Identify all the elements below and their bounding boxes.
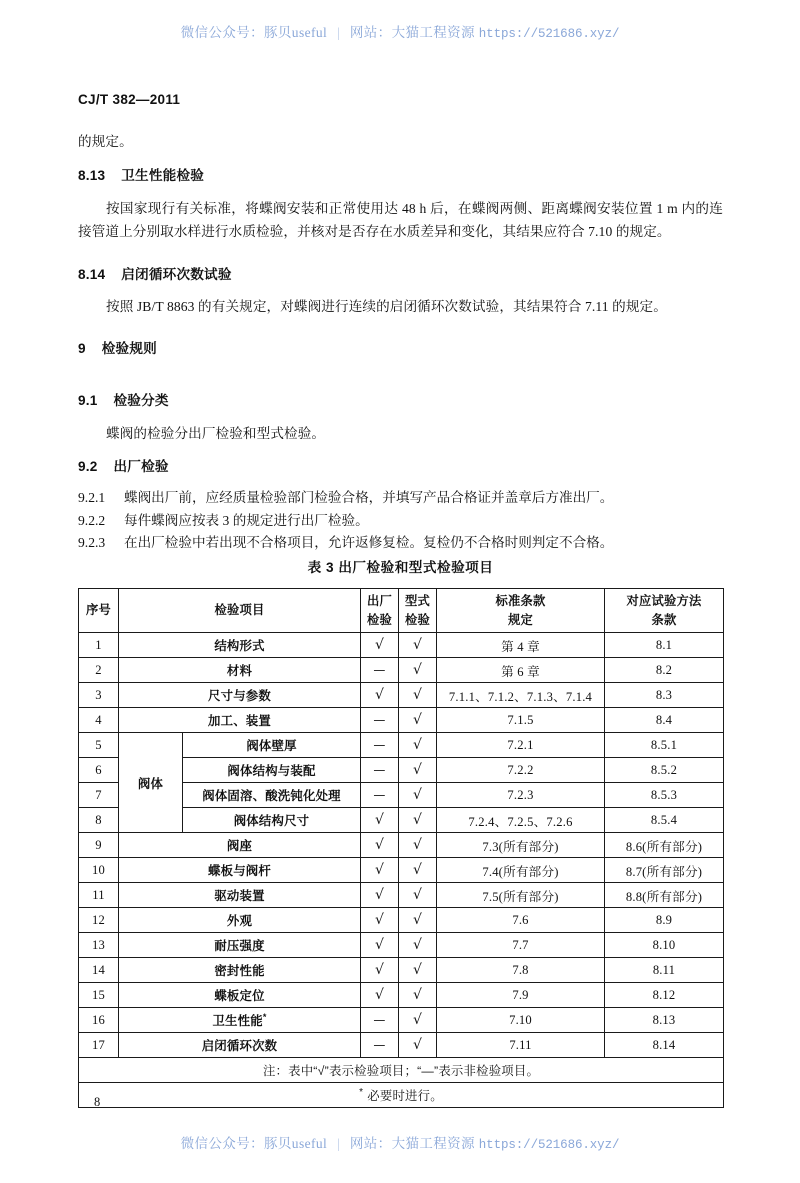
- clause-9-2-1-number: 9.2.1: [78, 490, 106, 505]
- watermark-footer-url: https://521686.xyz/: [478, 1138, 620, 1152]
- watermark-footer-wechat-label: 微信公众号：豚贝useful: [180, 1136, 328, 1151]
- cell-seq: 8: [79, 808, 119, 833]
- cell-test-method: 8.12: [605, 983, 724, 1008]
- cell-type-inspection: [399, 758, 437, 783]
- check-icon: √: [412, 637, 423, 653]
- cell-standard-clause: 7.2.4、7.2.5、7.2.6: [437, 808, 605, 833]
- cell-factory-inspection: [361, 908, 399, 933]
- cell-test-method: 8.3: [605, 683, 724, 708]
- cell-type-inspection: [399, 958, 437, 983]
- cell-type-inspection: [399, 733, 437, 758]
- cell-item: 密封性能: [119, 958, 361, 983]
- heading-9-1: [78, 389, 723, 409]
- dash-icon: —: [373, 663, 386, 677]
- check-icon: √: [374, 812, 385, 828]
- cell-factory-inspection: [361, 783, 399, 808]
- header-type-inspection: [399, 589, 437, 633]
- dash-icon: —: [373, 1038, 386, 1052]
- cell-type-inspection: [399, 1008, 437, 1033]
- dash-icon: —: [373, 763, 386, 777]
- cell-seq: 1: [79, 633, 119, 658]
- table-row: [79, 833, 724, 858]
- cell-test-method: 8.5.4: [605, 808, 724, 833]
- cell-item: 结构形式: [119, 633, 361, 658]
- check-icon: √: [412, 937, 423, 953]
- check-icon: √: [412, 787, 423, 803]
- table-row: [79, 1008, 724, 1033]
- cell-standard-clause: 7.9: [437, 983, 605, 1008]
- cell-test-method: 8.14: [605, 1033, 724, 1058]
- cell-seq: 7: [79, 783, 119, 808]
- cell-type-inspection: [399, 883, 437, 908]
- table-row: [79, 708, 724, 733]
- table-row: [79, 633, 724, 658]
- header-method-line2: 条款: [651, 612, 677, 627]
- check-icon: √: [412, 887, 423, 903]
- cell-item: 阀体固溶、酸洗钝化处理: [183, 783, 361, 808]
- check-icon: √: [374, 937, 385, 953]
- header-seq: 序号: [79, 589, 119, 633]
- cell-standard-clause: 第 4 章: [437, 633, 605, 658]
- check-icon: √: [374, 887, 385, 903]
- cell-standard-clause: 7.1.5: [437, 708, 605, 733]
- check-icon: √: [374, 637, 385, 653]
- table-row: [79, 858, 724, 883]
- cell-type-inspection: [399, 858, 437, 883]
- cell-factory-inspection: [361, 933, 399, 958]
- table-note: 注：表中“√”表示检验项目；“—”表示非检验项目。: [79, 1058, 724, 1083]
- cell-seq: 6: [79, 758, 119, 783]
- cell-standard-clause: 7.2.3: [437, 783, 605, 808]
- header-method-line1: 对应试验方法: [626, 593, 702, 608]
- cell-factory-inspection: [361, 658, 399, 683]
- table-body: [79, 633, 724, 1108]
- cell-test-method: 8.8(所有部分): [605, 883, 724, 908]
- table-3: [78, 588, 724, 1108]
- check-icon: √: [374, 912, 385, 928]
- cell-seq: 3: [79, 683, 119, 708]
- clause-9-2-3-text: 在出厂检验中若出现不合格项目，允许返修复检。复检仍不合格时则判定不合格。: [124, 535, 614, 550]
- table-3-caption: 表 3 出厂检验和型式检验项目: [307, 560, 494, 575]
- table-row: [79, 1033, 724, 1058]
- check-icon: √: [412, 762, 423, 778]
- standard-code-header: CJ/T 382—2011: [78, 92, 181, 107]
- table-3-container: [78, 588, 723, 1108]
- watermark-site-label: 网站：大猫工程资源: [349, 25, 475, 40]
- watermark-header: [0, 21, 800, 41]
- check-icon: √: [412, 1012, 423, 1028]
- check-icon: √: [374, 687, 385, 703]
- cell-seq: 15: [79, 983, 119, 1008]
- check-icon: √: [374, 862, 385, 878]
- cell-test-method: 8.4: [605, 708, 724, 733]
- watermark-url: https://521686.xyz/: [478, 27, 620, 41]
- heading-8-13: [78, 164, 723, 184]
- cell-seq: 5: [79, 733, 119, 758]
- cell-factory-inspection: [361, 883, 399, 908]
- header-test-method: [605, 589, 724, 633]
- table-row: [79, 933, 724, 958]
- cell-test-method: 8.10: [605, 933, 724, 958]
- cell-factory-inspection: [361, 983, 399, 1008]
- cell-factory-inspection: [361, 958, 399, 983]
- dash-icon: —: [373, 738, 386, 752]
- cell-test-method: 8.5.2: [605, 758, 724, 783]
- cell-item: 尺寸与参数: [119, 683, 361, 708]
- paragraph-8-14: 按照 JB/T 8863 的有关规定，对蝶阀进行连续的启闭循环次数试验，其结果符合 7.11 的规定。: [106, 299, 667, 314]
- cell-seq: 4: [79, 708, 119, 733]
- cell-group-label: 阀体: [119, 733, 183, 833]
- cell-standard-clause: 7.10: [437, 1008, 605, 1033]
- check-icon: √: [412, 687, 423, 703]
- clause-list-9-2: [78, 487, 723, 555]
- cell-seq: 14: [79, 958, 119, 983]
- clause-9-2-2-text: 每件蝶阀应按表 3 的规定进行出厂检验。: [124, 512, 369, 528]
- cell-factory-inspection: [361, 1033, 399, 1058]
- header-type-line2: 检验: [405, 612, 430, 627]
- table-row: [79, 908, 724, 933]
- cell-item: 阀体结构尺寸: [183, 808, 361, 833]
- cell-item: 启闭循环次数: [119, 1033, 361, 1058]
- watermark-wechat-label: 微信公众号：豚贝useful: [180, 25, 328, 40]
- watermark-footer-separator: |: [336, 1136, 341, 1151]
- footnote-marker: *: [359, 1086, 364, 1098]
- table-row: [79, 958, 724, 983]
- cell-standard-clause: 7.5(所有部分): [437, 883, 605, 908]
- heading-9-2-number: 9.2: [78, 459, 98, 474]
- clause-9-2-2: [78, 510, 723, 533]
- paragraph-8-13: 按国家现行有关标准，将蝶阀安装和正常使用达 48 h 后，在蝶阀两侧、距离蝶阀安装位置 1 m 内的连接管道上分别取水样进行水质检验，并核对是否存在水质差异和变化，其结果应符合 7.10 的规定。: [78, 201, 723, 239]
- cell-item: 加工、装置: [119, 708, 361, 733]
- check-icon: √: [412, 912, 423, 928]
- check-icon: √: [412, 862, 423, 878]
- cell-seq: 17: [79, 1033, 119, 1058]
- heading-8-13-title: 卫生性能检验: [121, 168, 205, 183]
- cell-type-inspection: [399, 808, 437, 833]
- check-icon: √: [412, 987, 423, 1003]
- cell-seq: 10: [79, 858, 119, 883]
- cell-item: 材料: [119, 658, 361, 683]
- cell-standard-clause: 7.3(所有部分): [437, 833, 605, 858]
- page-number: 8: [94, 1095, 101, 1109]
- cell-standard-clause: 7.6: [437, 908, 605, 933]
- paragraph-9-1: 蝶阀的检验分出厂检验和型式检验。: [106, 426, 326, 441]
- heading-8-14-title: 启闭循环次数试验: [121, 267, 232, 282]
- dash-icon: —: [373, 788, 386, 802]
- cell-standard-clause: 7.1.1、7.1.2、7.1.3、7.1.4: [437, 683, 605, 708]
- table-row: [79, 733, 724, 758]
- table-footnote-row: [79, 1083, 724, 1108]
- header-factory-line2: 检验: [367, 612, 392, 627]
- cell-type-inspection: [399, 908, 437, 933]
- heading-9-1-number: 9.1: [78, 393, 98, 408]
- cell-factory-inspection: [361, 733, 399, 758]
- clause-9-2-1-text: 蝶阀出厂前，应经质量检验部门检验合格，并填写产品合格证并盖章后方准出厂。: [124, 490, 614, 505]
- cell-type-inspection: [399, 933, 437, 958]
- cell-seq: 11: [79, 883, 119, 908]
- clause-9-2-3-number: 9.2.3: [78, 535, 106, 550]
- check-icon: √: [374, 837, 385, 853]
- heading-8-14: [78, 263, 723, 283]
- table-row: [79, 658, 724, 683]
- cell-type-inspection: [399, 683, 437, 708]
- cell-item: 阀体壁厚: [183, 733, 361, 758]
- heading-9: [78, 337, 723, 357]
- cell-standard-clause: 7.4(所有部分): [437, 858, 605, 883]
- check-icon: √: [412, 662, 423, 678]
- check-icon: √: [412, 812, 423, 828]
- cell-factory-inspection: [361, 683, 399, 708]
- dash-icon: —: [373, 713, 386, 727]
- header-standard-clause: [437, 589, 605, 633]
- cell-item: 蝶板定位: [119, 983, 361, 1008]
- cell-seq: 12: [79, 908, 119, 933]
- cell-test-method: 8.2: [605, 658, 724, 683]
- cell-seq: 9: [79, 833, 119, 858]
- cell-type-inspection: [399, 658, 437, 683]
- watermark-footer: [0, 1132, 800, 1152]
- cell-type-inspection: [399, 983, 437, 1008]
- cell-standard-clause: 7.7: [437, 933, 605, 958]
- check-icon: √: [412, 962, 423, 978]
- cell-standard-clause: 7.2.1: [437, 733, 605, 758]
- clause-9-2-2-number: 9.2.2: [78, 512, 106, 528]
- cell-standard-clause: 7.2.2: [437, 758, 605, 783]
- cell-factory-inspection: [361, 1008, 399, 1033]
- footnote-marker: *: [262, 1011, 267, 1022]
- check-icon: √: [412, 1037, 423, 1053]
- table-footnote: * 必要时进行。: [79, 1083, 724, 1108]
- table-header-row: [79, 589, 724, 633]
- header-clause-line1: 标准条款: [495, 593, 546, 608]
- cell-test-method: 8.5.1: [605, 733, 724, 758]
- cell-test-method: 8.5.3: [605, 783, 724, 808]
- heading-8-13-number: 8.13: [78, 168, 106, 183]
- cell-standard-clause: 7.8: [437, 958, 605, 983]
- cell-test-method: 8.1: [605, 633, 724, 658]
- cell-standard-clause: 第 6 章: [437, 658, 605, 683]
- cell-item: 阀座: [119, 833, 361, 858]
- table-row: [79, 683, 724, 708]
- cell-factory-inspection: [361, 708, 399, 733]
- cell-type-inspection: [399, 633, 437, 658]
- check-icon: √: [412, 712, 423, 728]
- check-icon: √: [374, 987, 385, 1003]
- cell-seq: 16: [79, 1008, 119, 1033]
- header-type-line1: 型式: [405, 593, 430, 608]
- watermark-footer-site-label: 网站：大猫工程资源: [349, 1136, 475, 1151]
- header-factory-line1: 出厂: [367, 593, 392, 608]
- cell-factory-inspection: [361, 833, 399, 858]
- cell-seq: 13: [79, 933, 119, 958]
- heading-9-number: 9: [78, 341, 86, 356]
- cell-item: 驱动装置: [119, 883, 361, 908]
- cell-test-method: 8.9: [605, 908, 724, 933]
- header-clause-line2: 规定: [508, 612, 533, 627]
- clause-9-2-3: [78, 532, 723, 555]
- check-icon: √: [412, 837, 423, 853]
- cell-test-method: 8.13: [605, 1008, 724, 1033]
- cell-standard-clause: 7.11: [437, 1033, 605, 1058]
- heading-9-title: 检验规则: [101, 341, 157, 356]
- check-icon: √: [374, 962, 385, 978]
- cell-factory-inspection: [361, 758, 399, 783]
- cell-item: 阀体结构与装配: [183, 758, 361, 783]
- cell-test-method: 8.11: [605, 958, 724, 983]
- heading-9-2: [78, 455, 723, 475]
- cell-item: 耐压强度: [119, 933, 361, 958]
- heading-8-14-number: 8.14: [78, 267, 106, 282]
- cell-test-method: 8.7(所有部分): [605, 858, 724, 883]
- header-item: 检验项目: [119, 589, 361, 633]
- watermark-separator: |: [336, 25, 341, 40]
- table-note-row: [79, 1058, 724, 1083]
- check-icon: √: [412, 737, 423, 753]
- clause-9-2-1: [78, 487, 723, 510]
- dash-icon: —: [373, 1013, 386, 1027]
- cell-factory-inspection: [361, 633, 399, 658]
- continued-paragraph: 的规定。: [78, 134, 133, 149]
- cell-item: 外观: [119, 908, 361, 933]
- table-row: [79, 883, 724, 908]
- cell-factory-inspection: [361, 858, 399, 883]
- cell-type-inspection: [399, 833, 437, 858]
- heading-9-2-title: 出厂检验: [113, 459, 169, 474]
- table-row: [79, 983, 724, 1008]
- cell-type-inspection: [399, 1033, 437, 1058]
- cell-item: 蝶板与阀杆: [119, 858, 361, 883]
- cell-type-inspection: [399, 708, 437, 733]
- cell-factory-inspection: [361, 808, 399, 833]
- header-factory-inspection: [361, 589, 399, 633]
- cell-test-method: 8.6(所有部分): [605, 833, 724, 858]
- heading-9-1-title: 检验分类: [113, 393, 169, 408]
- cell-type-inspection: [399, 783, 437, 808]
- cell-item: 卫生性能*: [119, 1008, 361, 1033]
- cell-seq: 2: [79, 658, 119, 683]
